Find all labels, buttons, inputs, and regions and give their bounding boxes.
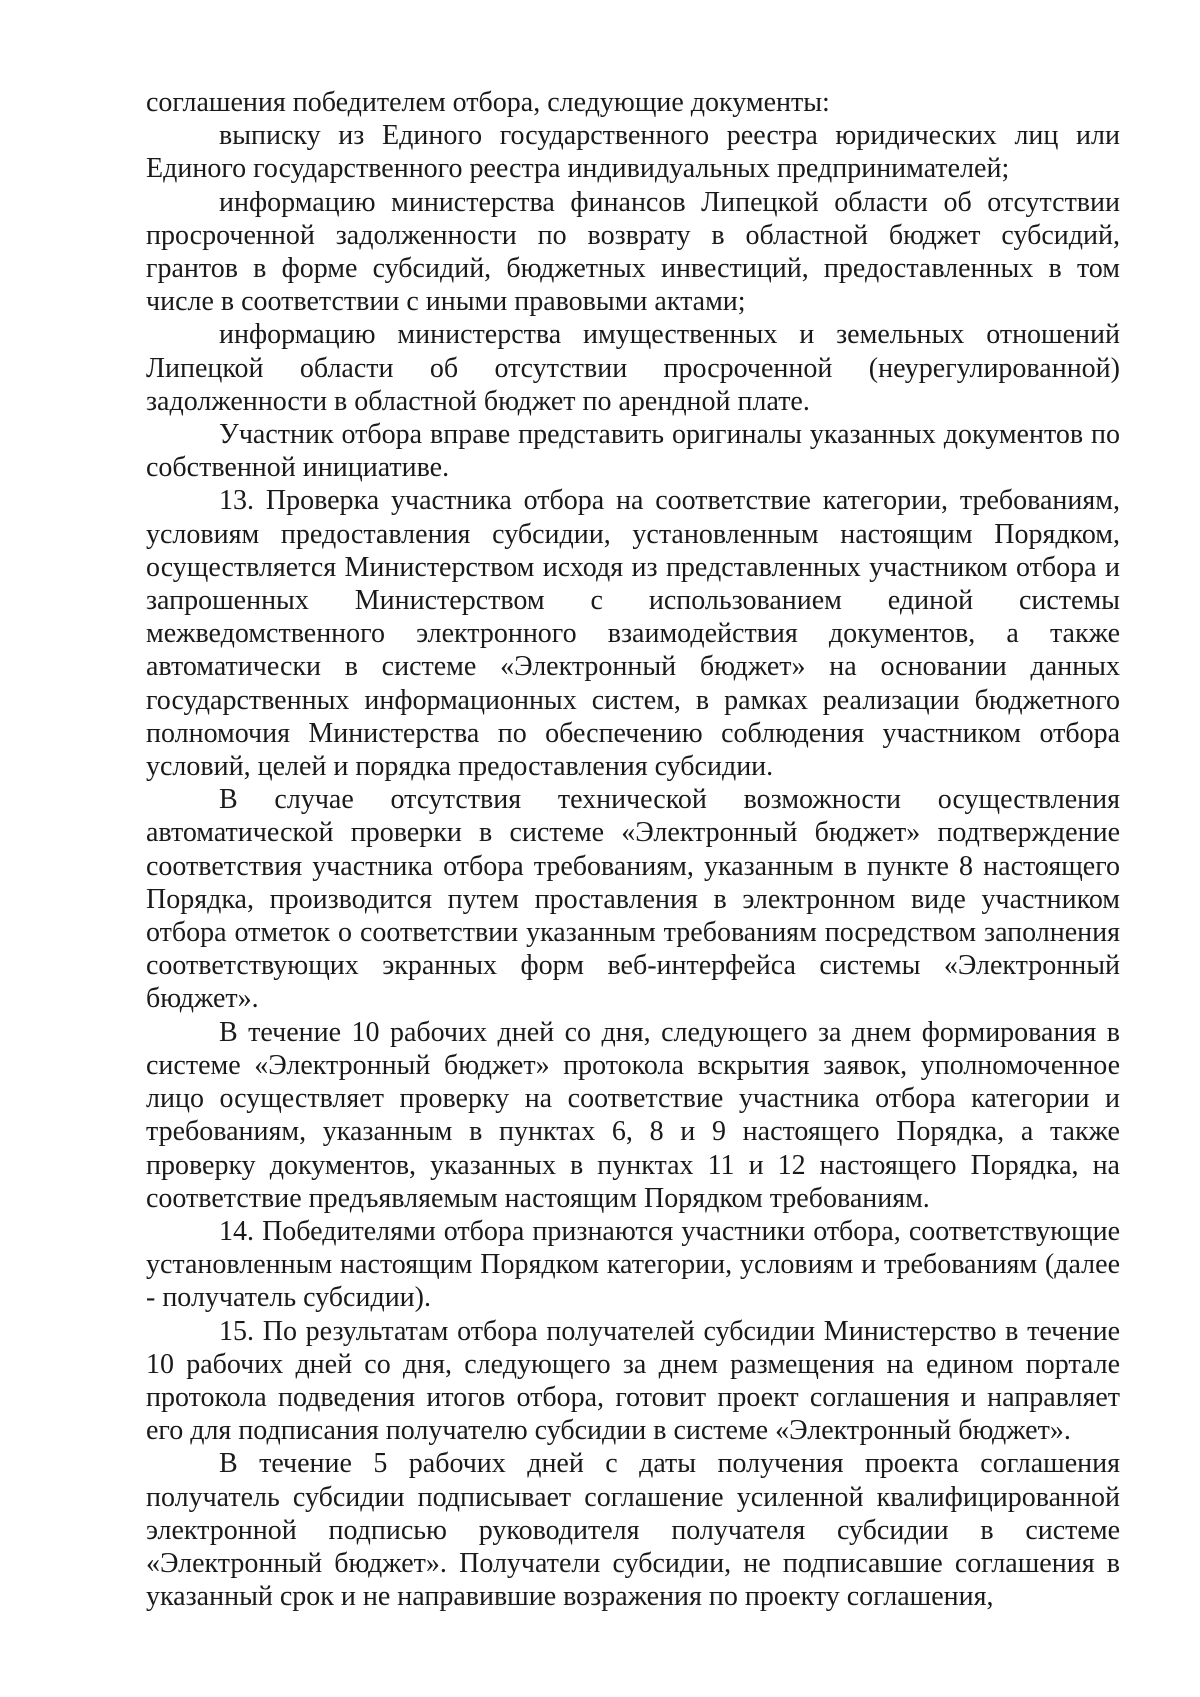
paragraph-documents-intro: соглашения победителем отбора, следующие документы: (146, 87, 830, 118)
paragraph-property-ministry-info: информацию министерства имущественных и земельных отношений Липецкой области об отсутствии просроченной (неурегулированной) задолженности в областной бюджет по арендной плате. (146, 319, 1120, 417)
document-page (146, 86, 1120, 1613)
paragraph-finance-ministry-info: информацию министерства финансов Липецкой области об отсутствии просроченной задолженности по возврату в областной бюджет субсидий, грантов в форме субсидий, бюджетных инвестиций, предоставленных в том числе в соответствии с иными правовыми актами; (146, 186, 1120, 318)
paragraph-ten-days-check: В течение 10 рабочих дней со дня, следующего за днем формирования в системе «Электронный бюджет» протокола вскрытия заявок, уполномоченное лицо осуществляет проверку на соответствие участника отбора категории и требованиям, указанным в пунктах 6, 8 и 9 настоящего Порядка, а также проверку документов, указанных в пунктах 11 и 12 настоящего Порядка, на соответствие предъявляемым настоящим Порядком требованиям. (146, 1016, 1120, 1214)
paragraph-section-14: 14. Победителями отбора признаются участники отбора, соответствующие установленным настоящим Порядком категории, условиям и требованиям (далее - получатель субсидии). (146, 1215, 1120, 1314)
paragraph-section-15: 15. По результатам отбора получателей субсидии Министерство в течение 10 рабочих дней со дня, следующего за днем размещения на едином портале протокола подведения итогов отбора, готовит проект соглашения и направляет его для подписания получателю субсидии в системе «Электронный бюджет». (146, 1315, 1120, 1447)
paragraph-section-13: 13. Проверка участника отбора на соответствие категории, требованиям, условиям предоставления субсидии, установленным настоящим Порядком, осуществляется Министерством исходя из представленных участником отбора и запрошенных Министерством с использованием единой системы межведомственного электронного взаимодействия документов, а также автоматически в системе «Электронный бюджет» на основании данных государственных информационных систем, в рамках реализации бюджетного полномочия Министерства по обеспечению соблюдения участником отбора условий, целей и порядка предоставления субсидии. (146, 485, 1120, 783)
paragraph-five-days-signing: В течение 5 рабочих дней с даты получения проекта соглашения получатель субсидии подписывает соглашение усиленной квалифицированной электронной подписью руководителя получателя субсидии в системе «Электронный бюджет». Получатели субсидии, не подписавшие соглашения в указанный срок и не направившие возражения по проекту соглашения, (146, 1448, 1120, 1613)
paragraph-no-automatic-check: В случае отсутствия технической возможности осуществления автоматической проверки в системе «Электронный бюджет» подтверждение соответствия участника отбора требованиям, указанным в пункте 8 настоящего Порядка, производится путем проставления в электронном виде участником отбора отметок о соответствии указанным требованиям посредством заполнения соответствующих экранных форм веб-интерфейса системы «Электронный бюджет». (146, 784, 1120, 1015)
paragraph-originals-right: Участник отбора вправе представить оригиналы указанных документов по собственной инициативе. (146, 419, 1120, 484)
paragraph-egrul-extract: выписку из Единого государственного реестра юридических лиц или Единого государственного реестра индивидуальных предпринимателей; (146, 120, 1120, 185)
